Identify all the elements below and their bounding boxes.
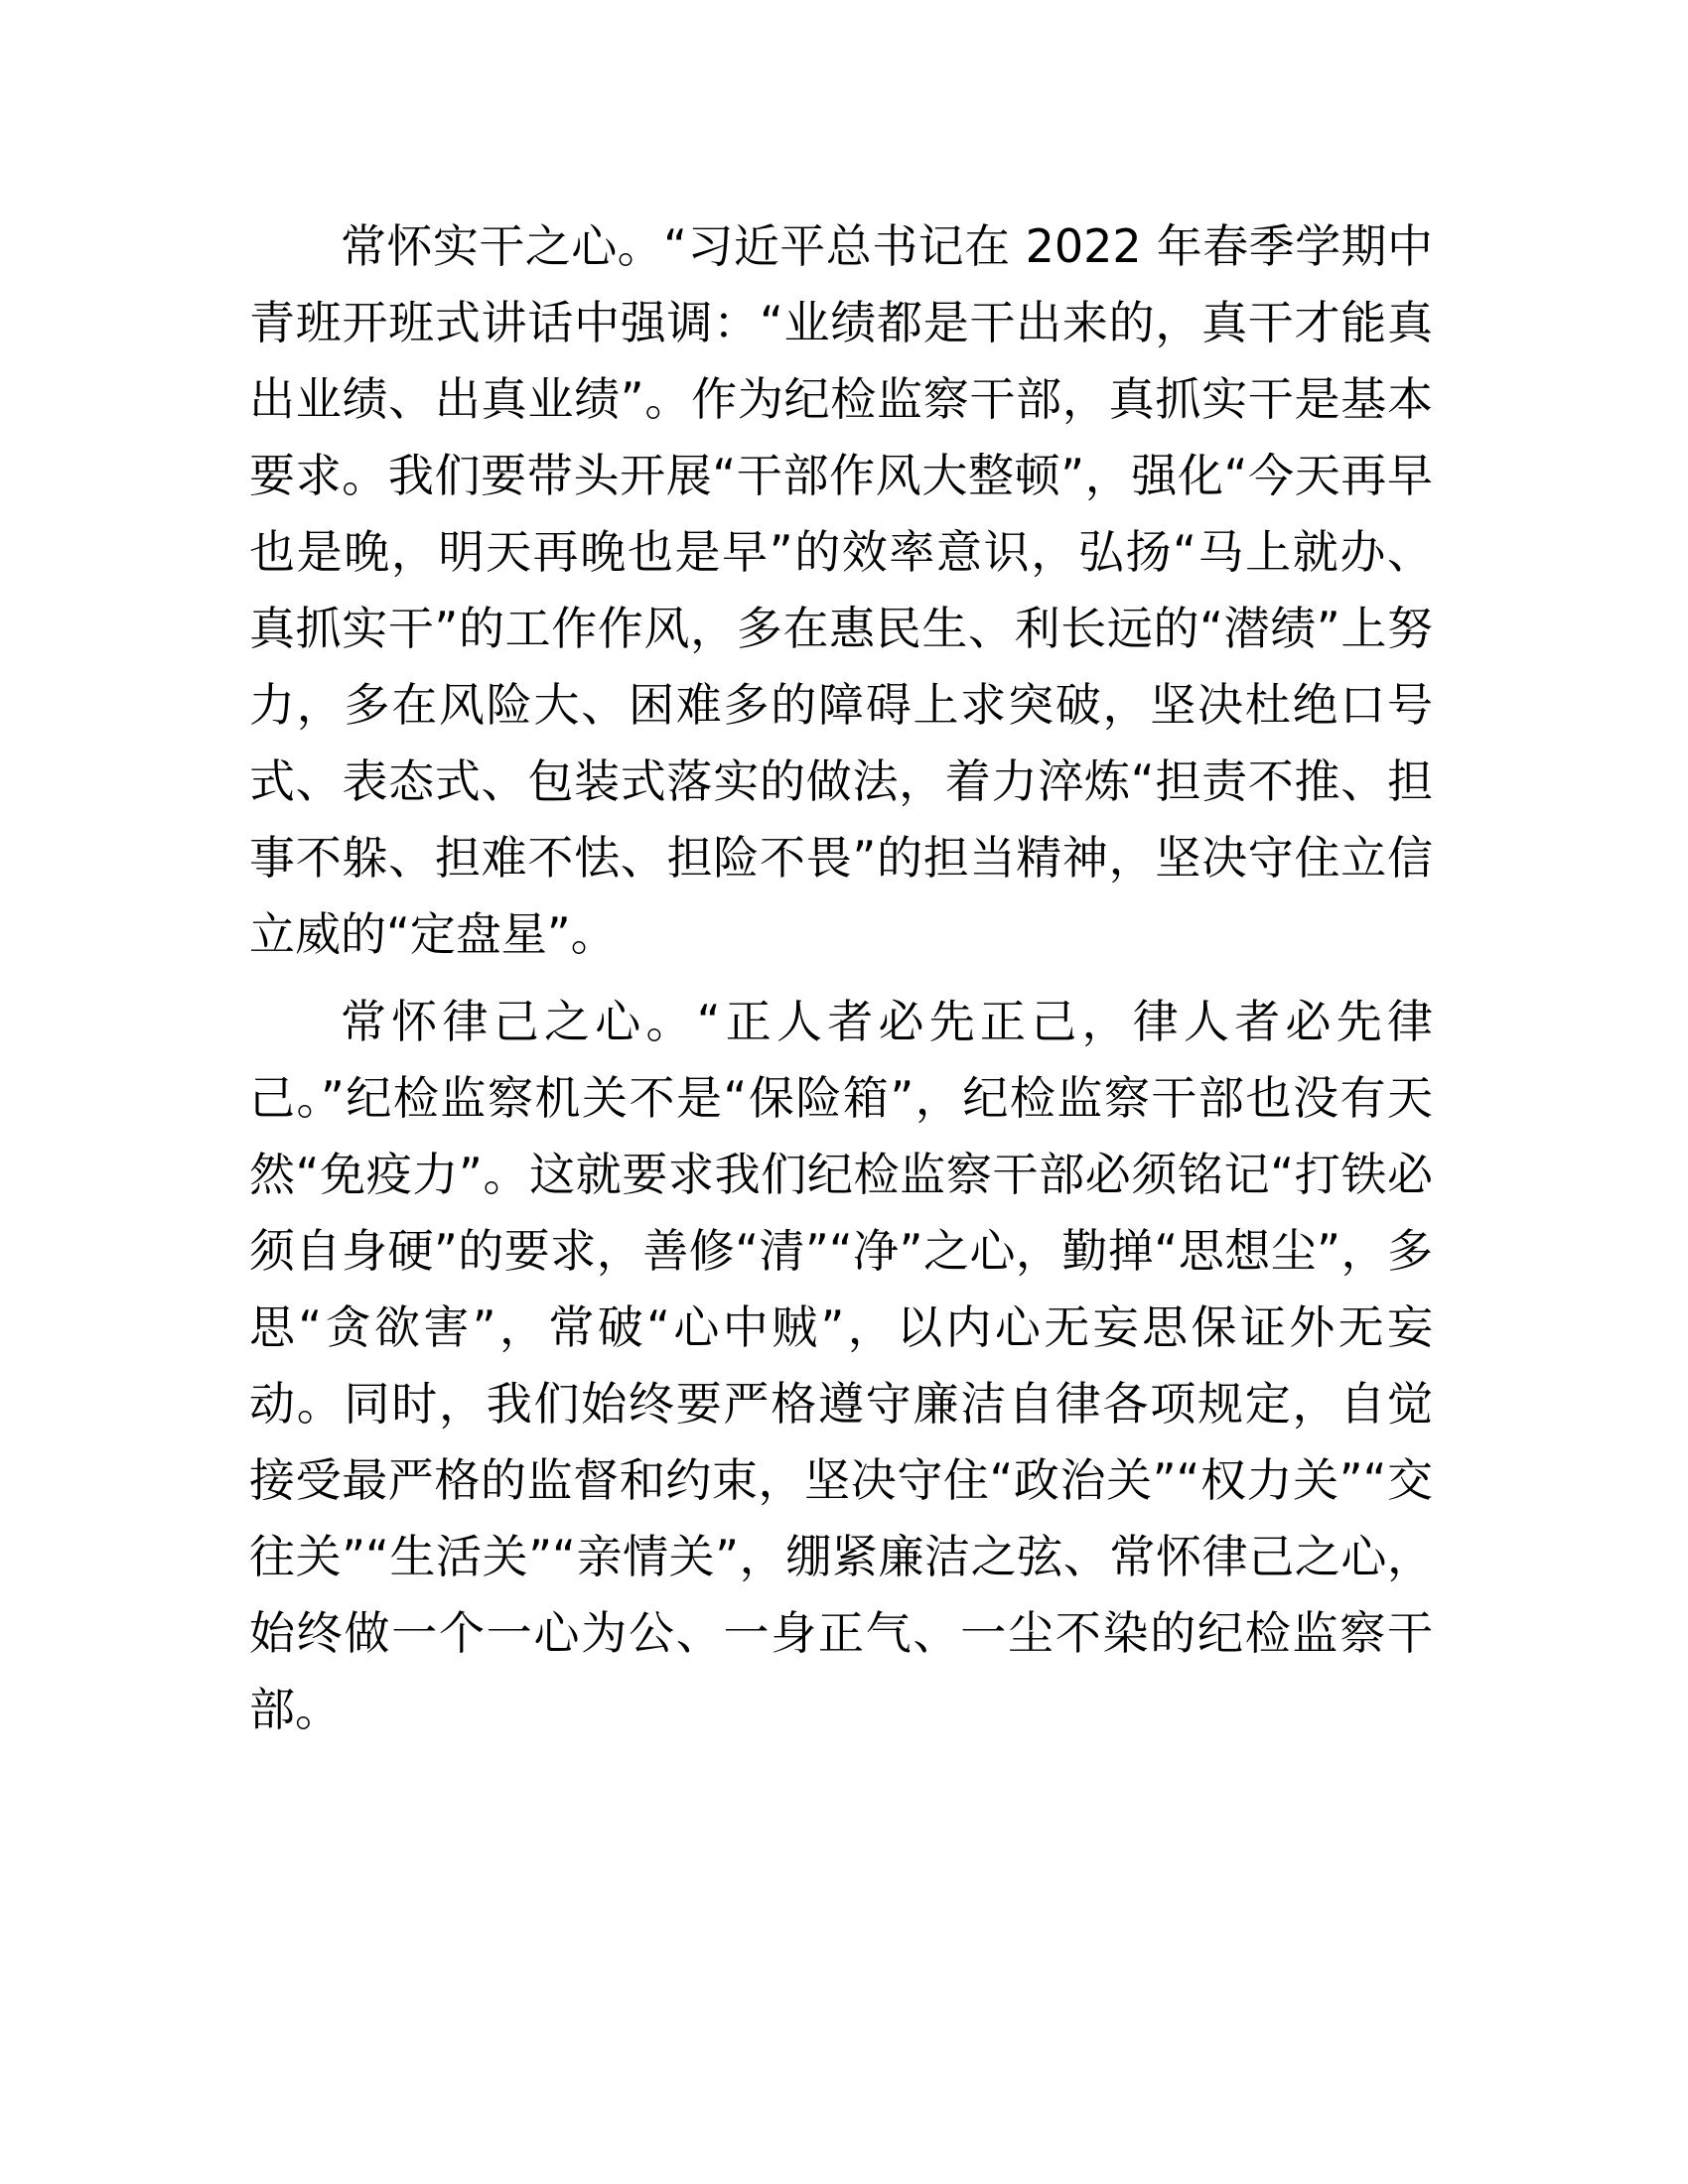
paragraph-self-discipline: 常怀律己之心。“正人者必先正己，律人者必先律己。”纪检监察机关不是“保险箱”，纪检监察干部也没有天然“免疫力”。这就要求我们纪检监察干部必须铭记“打铁必须自身硬”的要求，善修“清”“净”之心，勤掸“思想尘”，多思“贪欲害”，常破“心中贼”，以内心无妄思保证外无妄动。同时，我们始终要严格遵守廉洁自律各项规定，自觉接受最严格的监督和约束，坚决守住“政治关”“权力关”“交往关”“生活关”“亲情关”，绷紧廉洁之弦、常怀律己之心，始终做一个一心为公、一身正气、一尘不染的纪检监察干部。 [249,995,1433,1736]
paragraph-practical-work: 常怀实干之心。“习近平总书记在 2022 年春季学期中青班开班式讲话中强调：“业绩都是干出来的，真干才能真出业绩、出真业绩”。作为纪检监察干部，真抓实干是基本要求。我们要带头开展“干部作风大整顿”，强化“今天再早也是晚，明天再晚也是早”的效率意识，弘扬“马上就办、真抓实干”的工作作风，多在惠民生、利长远的“潜绩”上努力，多在风险大、困难多的障碍上求突破，坚决杜绝口号式、表态式、包装式落实的做法，着力淬炼“担责不推、担事不躲、担难不怯、担险不畏”的担当精神，坚决守住立信立威的“定盘星”。 [249,219,1433,961]
document-body [249,208,1433,1748]
